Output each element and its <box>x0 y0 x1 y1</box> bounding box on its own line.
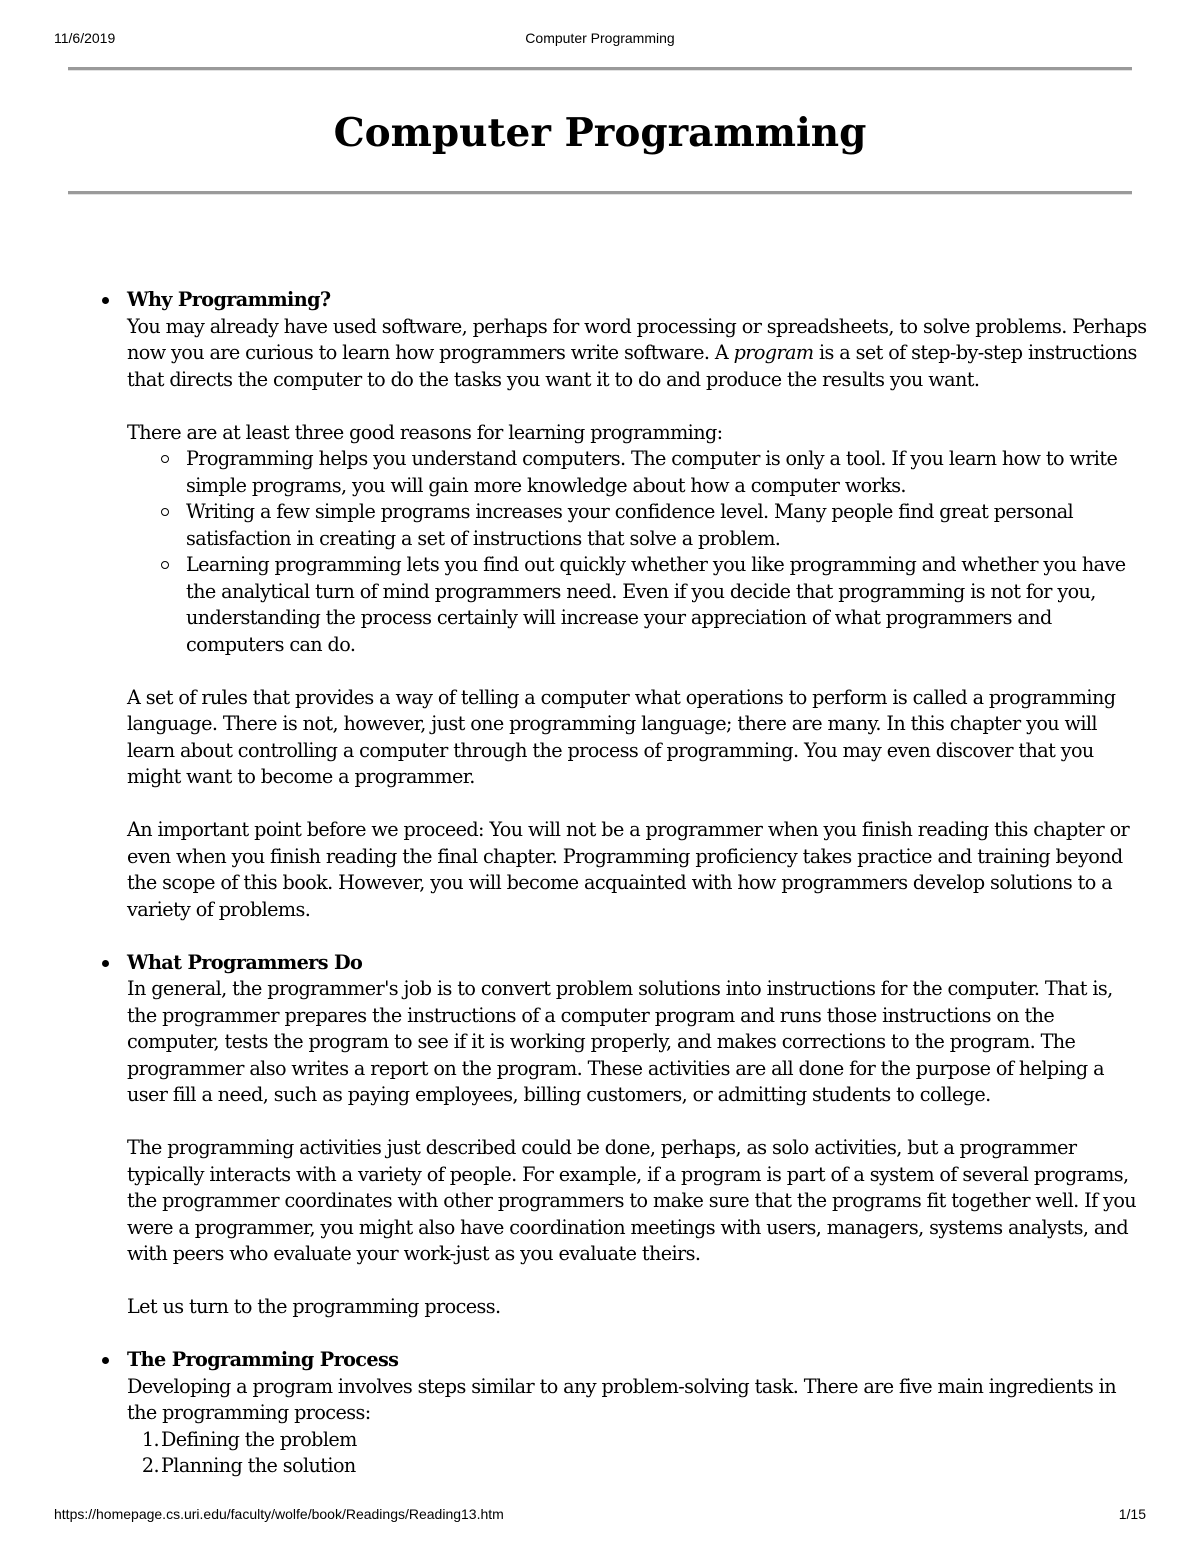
section-programming-process <box>0 1347 1147 1480</box>
section-why-programming <box>0 287 1147 923</box>
section-what-programmers-do <box>0 950 1147 1321</box>
paragraph-text: You may already have used software, perhaps for word processing or spreadsheets, to solve problems. Perhaps now you are curious to learn how programmers write software. A <box>127 314 1147 364</box>
list-item <box>127 1427 1147 1454</box>
paragraph: Let us turn to the programming process. <box>127 1295 501 1318</box>
step-number: 2. <box>141 1454 159 1477</box>
article-body <box>0 287 1200 1506</box>
paragraph: Developing a program involves steps similar to any problem-solving task. There are five main ingredients in the programming process: <box>127 1374 1116 1424</box>
title-divider <box>68 191 1132 195</box>
paragraph: An important point before we proceed: You will not be a programmer when you finish reading this chapter or even when you finish reading the final chapter. Programming proficiency takes practice and training beyond the scope of this book. However, you will become acquainted with how programmers develop solutions to a variety of problems. <box>127 818 1130 921</box>
list-item <box>127 1453 1147 1480</box>
print-date: 11/6/2019 <box>54 30 116 46</box>
list-item: Writing a few simple programs increases your confidence level. Many people find great personal satisfaction in creating a set of instructions that solve a problem. <box>127 499 1147 552</box>
paragraph-text: is a set of step-by-step instructions that directs the computer to do the tasks you want it to do and produce the results you want. <box>127 341 1137 391</box>
page-number: 1/15 <box>1118 1506 1146 1522</box>
source-url[interactable]: https://homepage.cs.uri.edu/faculty/wolfe/book/Readings/Reading13.htm <box>54 1506 504 1522</box>
print-footer <box>54 1506 1146 1526</box>
step-label: Defining the problem <box>161 1427 357 1451</box>
list-item: Programming helps you understand computers. The computer is only a tool. If you learn how to write simple programs, you will gain more knowledge about how a computer works. <box>127 446 1147 499</box>
step-number: 1. <box>141 1427 159 1451</box>
reasons-list <box>127 446 1147 658</box>
page-title: Computer Programming <box>333 110 867 156</box>
section-list <box>0 287 1200 1480</box>
paragraph: A set of rules that provides a way of telling a computer what operations to perform is called a programming language. There is not, however, just one programming language; there are many. In this chapter you will learn about controlling a computer through the process of programming. You may even discover that you might want to become a programmer. <box>127 685 1116 788</box>
paragraph: There are at least three good reasons for learning programming: <box>127 420 723 444</box>
print-header <box>54 30 1146 50</box>
section-heading-why-programming: Why Programming? <box>127 288 331 311</box>
print-title: Computer Programming <box>525 30 675 46</box>
section-heading-programming-process: The Programming Process <box>127 1348 399 1371</box>
list-item: Learning programming lets you find out quickly whether you like programming and whether you have the analytical turn of mind programmers need. Even if you decide that programming is not for you, understanding the process certainly will increase your appreciation of what programmers and computers can do. <box>127 552 1147 658</box>
paragraph <box>127 314 1147 394</box>
step-label: Planning the solution <box>161 1454 356 1477</box>
emphasis-program: program <box>733 341 814 364</box>
steps-list <box>127 1427 1147 1480</box>
section-heading-what-programmers-do: What Programmers Do <box>127 950 363 974</box>
paragraph: The programming activities just described could be done, perhaps, as solo activities, but a programmer typically interacts with a variety of people. For example, if a program is part of a system of several programs, the programmer coordinates with other programmers to make sure that the programs fit together well. If you were a programmer, you might also have coordination meetings with users, managers, systems analysts, and with peers who evaluate your work-just as you evaluate theirs. <box>127 1136 1137 1265</box>
top-divider <box>68 67 1132 71</box>
paragraph: In general, the programmer's job is to convert problem solutions into instructions for the computer. That is, the programmer prepares the instructions of a computer program and runs those instructions on the computer, tests the program to see if it is working properly, and makes corrections to the program. The programmer also writes a report on the program. These activities are all done for the purpose of helping a user fill a need, such as paying employees, billing customers, or admitting students to college. <box>127 977 1113 1106</box>
